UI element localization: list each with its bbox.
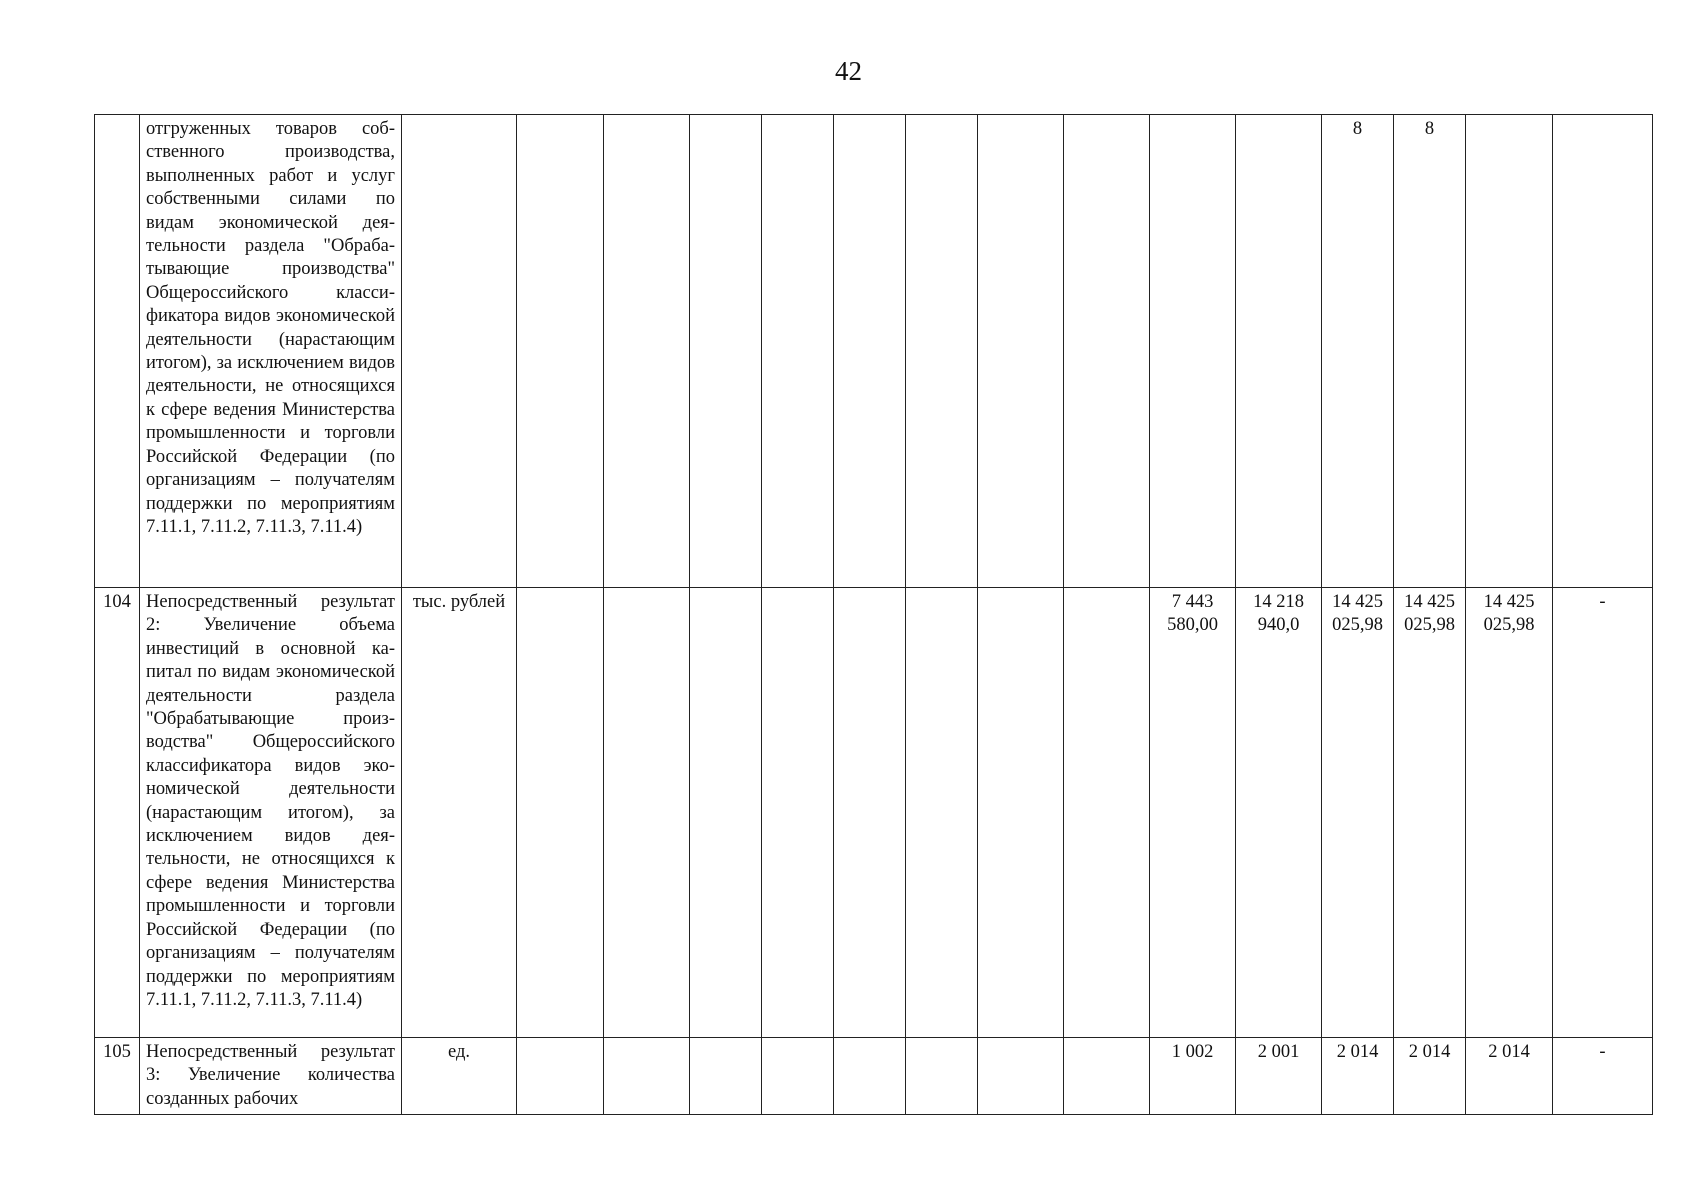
table-cell: [978, 588, 1064, 1038]
table-cell: [834, 588, 906, 1038]
table-cell: [690, 115, 762, 588]
table-cell: [1553, 115, 1653, 588]
row-number: 105: [95, 1038, 140, 1115]
table-cell: 8: [1322, 115, 1394, 588]
row-description: отгруженных товаров собственного производства, выполненных работ и услуг собственными силами по видам экономической деятельности раздела "Обрабатывающие производства" Общероссийского классификатора видов экономической деятельности (нарастающим итогом), за исключением видов деятельности, не относящихся к сфере ведения Министерства промышленности и торговли Российской Федерации (по организациям – получателям поддержки по мероприятиям 7.11.1, 7.11.2, 7.11.3, 7.11.4): [140, 115, 402, 588]
indicators-table: [94, 114, 1653, 1115]
table-cell: [1064, 115, 1150, 588]
row-number: 104: [95, 588, 140, 1038]
table-cell: [690, 588, 762, 1038]
table-cell: [604, 588, 690, 1038]
table-cell: [604, 1038, 690, 1115]
table-cell: [762, 588, 834, 1038]
table-cell: [978, 1038, 1064, 1115]
table-cell: [1466, 115, 1553, 588]
table-cell: [906, 115, 978, 588]
table-cell: [978, 115, 1064, 588]
table-cell: -: [1553, 588, 1653, 1038]
table-cell: 7 443 580,00: [1150, 588, 1236, 1038]
table-cell: 8: [1394, 115, 1466, 588]
table-cell: [906, 588, 978, 1038]
table-cell: 14 218 940,0: [1236, 588, 1322, 1038]
table-row: [95, 1038, 1653, 1115]
row-unit: тыс. рублей: [402, 588, 517, 1038]
table-cell: 2 014: [1466, 1038, 1553, 1115]
table-cell: [1064, 1038, 1150, 1115]
table-cell: 2 001: [1236, 1038, 1322, 1115]
table-cell: [517, 1038, 604, 1115]
table-cell: 14 425 025,98: [1322, 588, 1394, 1038]
table-cell: [834, 1038, 906, 1115]
table-cell: [690, 1038, 762, 1115]
row-unit: ед.: [402, 1038, 517, 1115]
table-cell: [517, 588, 604, 1038]
row-description: Непосредственный результат 2: Увеличение объема инвестиций в основной капитал по видам экономической деятельности раздела "Обрабатывающие производства" Общероссийского классификатора видов экономической деятельности (нарастающим итогом), за исключением видов деятельности, не относящихся к сфере ведения Министерства промышленности и торговли Российской Федерации (по организациям – получателям поддержки по мероприятиям 7.11.1, 7.11.2, 7.11.3, 7.11.4): [140, 588, 402, 1038]
row-description: Непосредственный результат 3: Увеличение количества созданных рабочих: [140, 1038, 402, 1115]
page-number: 42: [835, 56, 862, 86]
table-cell: [762, 115, 834, 588]
table-cell: 2 014: [1322, 1038, 1394, 1115]
table-row: [95, 588, 1653, 1038]
table-cell: [604, 115, 690, 588]
table-cell: 2 014: [1394, 1038, 1466, 1115]
table-cell: [1150, 115, 1236, 588]
table-row: [95, 115, 1653, 588]
table-cell: 14 425 025,98: [1394, 588, 1466, 1038]
row-unit: [402, 115, 517, 588]
table-cell: 14 425 025,98: [1466, 588, 1553, 1038]
table-cell: 1 002: [1150, 1038, 1236, 1115]
table-cell: [834, 115, 906, 588]
table-cell: [762, 1038, 834, 1115]
table-cell: [517, 115, 604, 588]
table-cell: [906, 1038, 978, 1115]
table-cell: [1236, 115, 1322, 588]
row-number: [95, 115, 140, 588]
table-cell: [1064, 588, 1150, 1038]
table-cell: -: [1553, 1038, 1653, 1115]
